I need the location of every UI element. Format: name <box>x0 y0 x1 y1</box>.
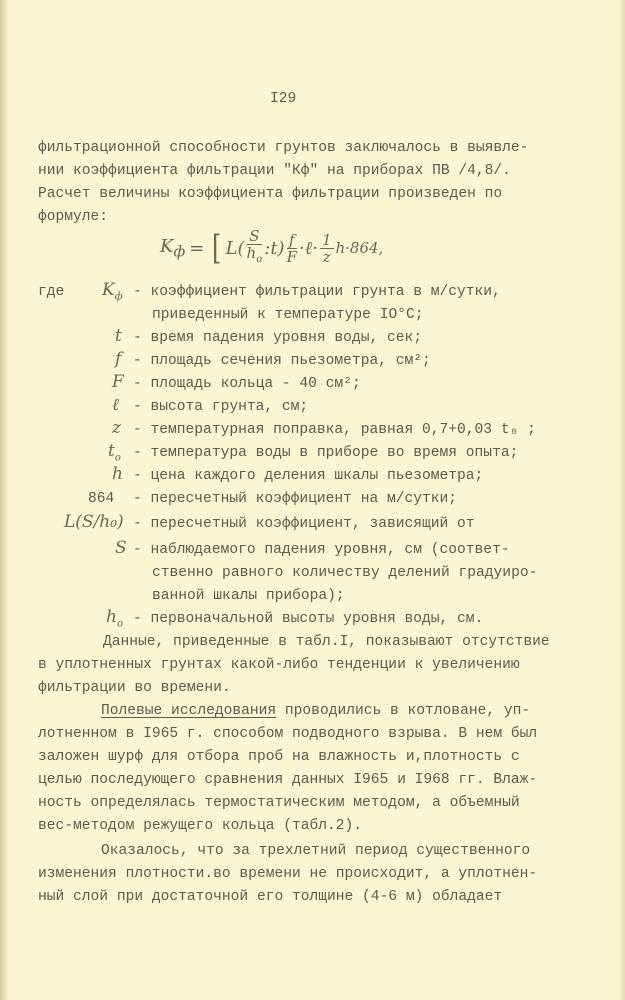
symbol-s: S <box>115 538 127 558</box>
definition-text: - площадь сечения пьезометра, см²; <box>133 353 431 369</box>
paragraph-line: вес-методом режущего кольца (табл.2). <box>38 818 363 834</box>
paragraph-line: фильтрации во времени. <box>38 680 231 696</box>
symbol-h: h <box>112 464 123 484</box>
definition-text: - пересчетный коэффициент на м/сутки; <box>133 491 458 507</box>
paragraph-line: в уплотненных грунтах какой-либо тенденции к увеличению <box>38 657 520 673</box>
paragraph-line: ный слой при достаточной его толщине (4-6 м) обладает <box>38 889 503 905</box>
formula-colon-t: :t) <box>264 237 285 259</box>
definition-text: - пересчетный коэффициент, зависящий от <box>133 516 475 532</box>
symbol-t0: $t_o$ <box>108 441 121 464</box>
filtration-formula <box>160 228 383 268</box>
formula-lhs: $K_ф$ <box>160 235 186 261</box>
symbol-t: t <box>115 326 122 346</box>
definition-text: - первоначальной высоты уровня воды, см. <box>133 611 484 627</box>
definition-continuation: ственно равного количеству делений градуиро- <box>152 565 538 581</box>
paragraph-line: ность определялась термостатическим методом, а объемный <box>38 795 520 811</box>
symbol-864: 864 <box>88 491 115 507</box>
intro-line: Расчет величины коэффициента фильтрации произведен по <box>38 186 503 202</box>
paragraph-line: лотненном в I965 г. способом подводного взрыва. В нем был <box>38 726 538 742</box>
definition-text: - температура воды в приборе во время опыта; <box>133 445 519 461</box>
formula-dot-l: ·ℓ· <box>299 237 318 259</box>
definition-text: - наблюдаемого падения уровня, см (соответ- <box>133 542 510 558</box>
where-label: где <box>38 284 65 300</box>
formula-fraction-s-h0: $\frac{S}{h_o}$ <box>246 227 263 265</box>
formula-L: L( <box>225 237 245 259</box>
intro-line: фильтрационной способности грунтов заключалось в выявле- <box>38 140 529 156</box>
paragraph-line: Оказалось, что за трехлетний период существенного <box>101 843 531 859</box>
formula-equals: = <box>189 237 205 259</box>
paragraph-line: Полевые исследования проводились в котловане, уп- <box>101 703 531 719</box>
symbol-l: ℓ <box>112 395 120 415</box>
formula-fraction-f-F: $\frac{f}{F}$ <box>286 230 297 266</box>
field-research-heading: Полевые исследования <box>101 703 277 719</box>
formula-tail: h·864, <box>335 239 384 257</box>
page-number: I29 <box>270 91 297 107</box>
definition-text: - коэффициент фильтрации грунта в м/сутки, <box>133 284 501 300</box>
definition-continuation: ванной шкалы прибора); <box>152 588 345 604</box>
definition-text: - площадь кольца - 40 см²; <box>133 376 361 392</box>
paragraph-line: целью последующего сравнения данных I965 и I968 гг. Влаж- <box>38 772 538 788</box>
definition-text: - высота грунта, см; <box>133 399 309 415</box>
symbol-F: F <box>112 372 124 392</box>
definition-text: - температурная поправка, равная 0,7+0,03 t₀ ; <box>133 422 536 438</box>
symbol-h0: $h_o$ <box>106 607 123 630</box>
paragraph-line: изменения плотности.во времени не происходит, а уплотнен- <box>38 866 538 882</box>
formula-fraction-1-z: $\frac{1}{z}$ <box>321 230 332 266</box>
symbol-L-s-h0: L(S/h₀) <box>64 512 124 532</box>
definition-text: - время падения уровня воды, сек; <box>133 330 423 346</box>
scan-edge-left <box>0 0 9 1000</box>
symbol-k-phi: $K_ф$ <box>102 280 123 303</box>
definition-continuation: приведенный к температуре IO°C; <box>152 307 424 323</box>
definition-text: - цена каждого деления шкалы пьезометра; <box>133 468 484 484</box>
intro-line: нии коэффициента фильтрации "Кф" на приборах ПВ /4,8/. <box>38 163 511 179</box>
formula-bracket: [ <box>212 228 222 268</box>
symbol-f: f <box>115 349 122 369</box>
scan-edge-right <box>619 0 625 1000</box>
paragraph-line: заложен шурф для отбора проб на влажность и,плотность с <box>38 749 520 765</box>
symbol-z: z <box>112 418 121 438</box>
intro-line: формуле: <box>38 209 109 225</box>
paragraph-line: Данные, приведенные в табл.I, показывают отсутствие <box>103 634 550 650</box>
